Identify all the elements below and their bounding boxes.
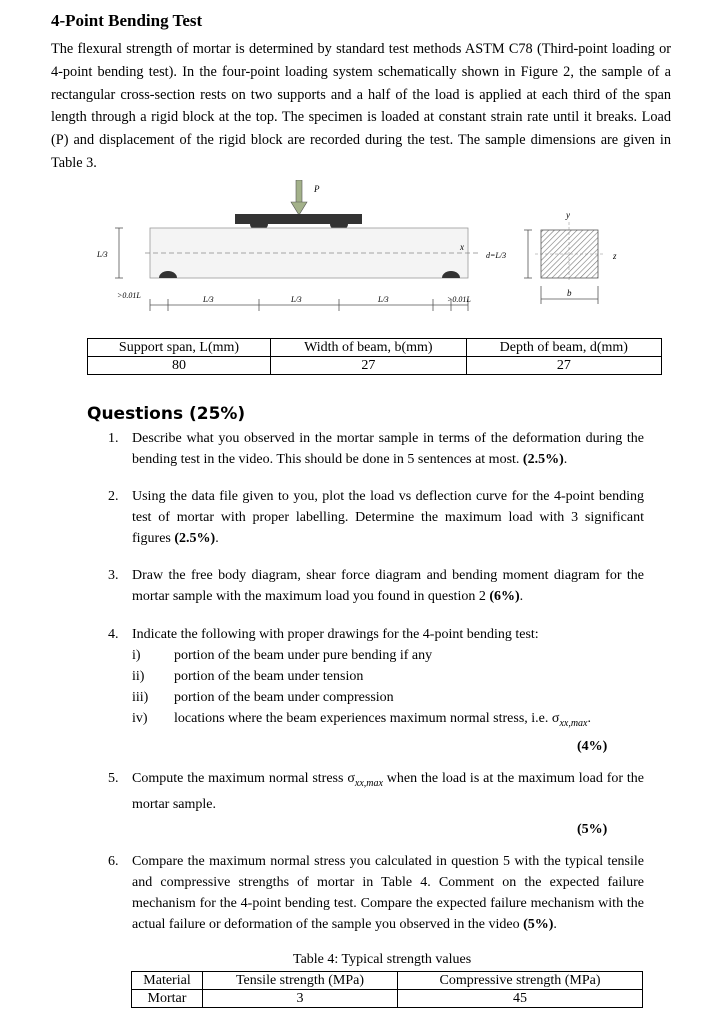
header-cell: Compressive strength (MPa)	[398, 972, 643, 990]
question-mark: (2.5%)	[522, 452, 564, 467]
height-dimension	[115, 228, 123, 278]
item-text: locations where the beam experiences maximum normal stress, i.e. σ	[174, 711, 560, 726]
question-text: Compare the maximum normal stress you calculated in question 5 with the typical tensile and compressive strengths of mortar in Table 4. Comment on the expected failure mechanism for the 4-point bending test. Compare the expected failure mechanism with the actual failure or deformation of the sample you observed in the video	[132, 854, 644, 932]
question-mark: (6%)	[489, 589, 520, 604]
span-dimension	[150, 299, 468, 311]
question-text: Describe what you observed in the mortar sample in terms of the deformation during the bending test in the video. This should be done in 5 sentences at most.	[132, 431, 644, 467]
value-cell: 80	[88, 357, 271, 375]
question-1: 1. Describe what you observed in the mortar sample in terms of the deformation during the bending test in the video. This should be done in 5 sentences at most. (2.5%).	[108, 428, 644, 470]
roman-numeral: iii)	[132, 690, 149, 705]
question-number: 1.	[108, 431, 119, 446]
question-text: Compute the maximum normal stress σ	[132, 771, 355, 786]
sigma-subscript: xx,max	[354, 777, 383, 789]
question-3: 3. Draw the free body diagram, shear force diagram and bending moment diagram for the mortar sample with the maximum load you found in question 2 (6%).	[108, 565, 644, 607]
span-label-1: L/3	[203, 295, 214, 304]
load-arrow	[291, 180, 307, 215]
y-axis-label: y	[566, 210, 570, 220]
question-number: 3.	[108, 568, 119, 583]
table-row	[88, 339, 662, 357]
item-text: portion of the beam under compression	[174, 690, 394, 705]
header-cell: Support span, L(mm)	[88, 339, 271, 357]
header-cell: Tensile strength (MPa)	[203, 972, 398, 990]
roman-numeral: i)	[132, 648, 141, 663]
question-5	[108, 768, 644, 815]
question-6: 6. Compare the maximum normal stress you calculated in question 5 with the typical tensile and compressive strengths of mortar in Table 4. Comment on the expected failure mechanism for the 4-point bending test. Compare the expected failure mechanism with the actual failure or deformation of the sample you observed in the video (5%).	[108, 851, 644, 935]
question-text: Draw the free body diagram, shear force diagram and bending moment diagram for the mortar sample with the maximum load you found in question 2	[132, 568, 644, 604]
width-label: b	[567, 288, 572, 298]
depth-dimension	[524, 230, 532, 278]
question-text: Indicate the following with proper drawings for the 4-point bending test:	[132, 627, 539, 642]
value-cell: 3	[203, 990, 398, 1008]
roman-numeral: iv)	[132, 711, 148, 726]
item-text: portion of the beam under tension	[174, 669, 364, 684]
value-cell: 27	[466, 357, 661, 375]
span-label-3: L/3	[378, 295, 389, 304]
value-cell: Mortar	[132, 990, 203, 1008]
header-cell: Material	[132, 972, 203, 990]
question-number: 6.	[108, 854, 119, 869]
question-mark: (2.5%)	[174, 531, 216, 546]
table-row	[132, 990, 643, 1008]
table-row	[132, 972, 643, 990]
z-axis-label: z	[613, 251, 617, 261]
overhang-label-left: >0.01L	[117, 291, 141, 300]
x-axis-label: x	[460, 242, 464, 252]
header-cell: Depth of beam, d(mm)	[466, 339, 661, 357]
rigid-block	[235, 214, 362, 224]
question-number: 5.	[108, 771, 119, 786]
roman-numeral: ii)	[132, 669, 145, 684]
q5-marks: (5%)	[577, 822, 608, 837]
value-cell: 45	[398, 990, 643, 1008]
question-number: 2.	[108, 489, 119, 504]
sigma-subscript: xx,max	[559, 717, 588, 729]
question-text: Using the data file given to you, plot the load vs deflection curve for the 4-point bending test of mortar with proper labelling. Determine the maximum load with 3 significant figures	[132, 489, 644, 546]
span-label-2: L/3	[291, 295, 302, 304]
question-number: 4.	[108, 627, 119, 642]
page-title: 4-Point Bending Test	[51, 11, 203, 30]
question-4	[108, 624, 644, 645]
q4-marks: (4%)	[577, 739, 608, 754]
overhang-label-right: >0.01L	[447, 295, 471, 304]
strength-table	[131, 971, 643, 1008]
load-label: P	[314, 184, 320, 194]
item-text: portion of the beam under pure bending if any	[174, 648, 433, 663]
question-text-cont: when the load is at the maximum load for the mortar sample.	[132, 771, 644, 812]
cross-section	[541, 230, 598, 278]
question-mark: (5%)	[523, 917, 554, 932]
four-point-bending-figure	[95, 180, 635, 320]
table-row	[88, 357, 662, 375]
value-cell: 27	[271, 357, 467, 375]
header-cell: Width of beam, b(mm)	[271, 339, 467, 357]
table-caption: Table 4: Typical strength values	[293, 952, 472, 967]
questions-heading: Questions (25%)	[87, 404, 246, 424]
height-label: L/3	[97, 250, 108, 259]
question-2: 2. Using the data file given to you, plot the load vs deflection curve for the 4-point bending test of mortar with proper labelling. Determine the maximum load with 3 significant figures (2.5%).	[108, 486, 644, 549]
dimensions-table	[87, 338, 662, 375]
depth-label: d=L/3	[486, 251, 507, 260]
intro-paragraph: The flexural strength of mortar is determined by standard test methods ASTM C78 (Third-point loading or 4-point bending test). In the four-point loading system schematically shown in Figure 2, the sample of a rectangular cross-section rests on two supports and a half of the load is applied at each third of the span length through a rigid block at the top. The specimen is loaded at constant strain rate until it breaks. Load (P) and displacement of the rigid block are recorded during the test. The sample dimensions are given in Table 3.	[51, 41, 671, 171]
document-page: 4-Point Bending Test The flexural strength of mortar is determined by standard test methods ASTM C78 (Third-point loading or 4-point bending test). In the four-point loading system schematically shown in Figure 2, the sample of a rectangular cross-section rests on two supports and a half of the load is applied at each third of the span length through a rigid block at the top. The specimen is loaded at constant strain rate until it breaks. Load (P) and displacement of the rigid block are recorded during the test. The sample dimensions are given in Table 3. P x L/3 y z d=L/3 b >0.01L L/3 L/3 L/3 >0.01L Support span, L(mm) Width of beam, b(mm) Depth of beam, d(mm) 80 27 27 Questions (25%) 1. Describe what you observed in the mortar sample in terms of the deformation during the bending test in the video. This should be done in 5 sentences at most. (2.5%). 2. Using the data file given to you, plot the load vs deflection curve for the 4-point bending test of mortar with proper labelling. Determine the maximum load with 3 significant figures (2.5%). 3. Draw the free body diagram, shear force diagram and bending moment diagram for the mortar sample with the maximum load you found in question 2 (6%). 4. Indicate the following with proper drawings for the 4-point bending test: i) portion of the beam under pure bending if any ii) portion of the beam under tension iii) portion of the beam under compression iv) locations where the beam experiences maximum normal stress, i.e. $\sigma_{xx,max}$. (4%) 5. Compute the maximum normal stress $\sigma_{xx,max}$ when the load is at the maximum load for the mortar sample. (5%) 6. Compare the maximum normal stress you calculated in question 5 with the typical tensile and compressive strengths of mortar in Table 4. Comment on the expected failure mechanism for the 4-point bending test. Compare the expected failure mechanism with the actual failure or deformation of the sample you observed in the video (5%). Table 4: Typical strength values Material Tensile strength (MPa) Compressive strength (MPa) Mortar 3 45	[0, 0, 724, 1024]
